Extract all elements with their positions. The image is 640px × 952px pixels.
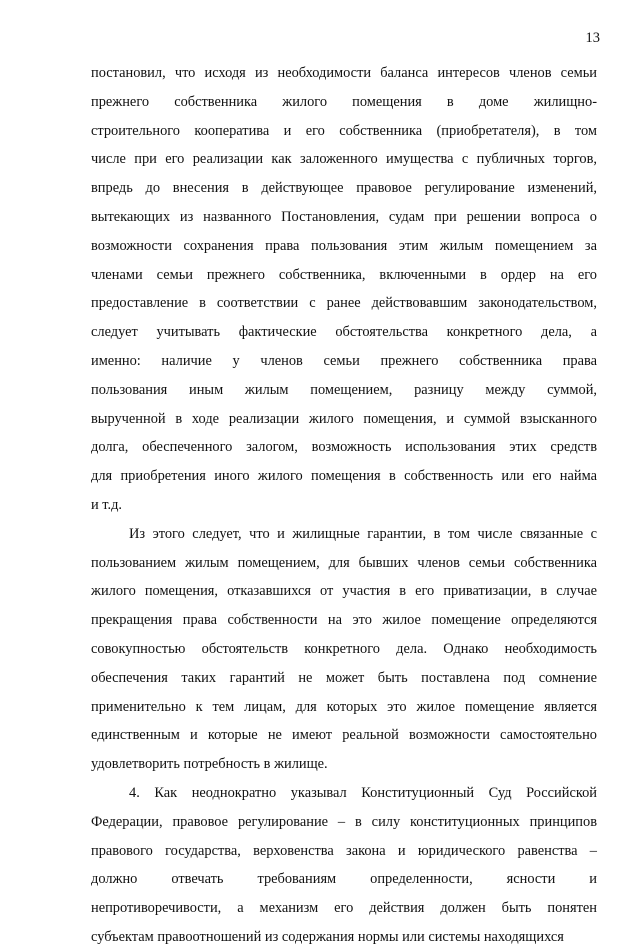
text-line: именно: наличие у членов семьи прежнего собственника права — [91, 352, 597, 369]
text-line: для приобретения иного жилого помещения в собственность или его найма — [91, 468, 597, 485]
text-line: субъектам правоотношений из содержания нормы или системы находящихся — [91, 928, 564, 945]
text-line: вырученной в ходе реализации жилого помещения, и суммой взысканного — [91, 410, 597, 427]
text-line: строительного кооператива и его собственника (приобретателя), в том — [91, 122, 597, 139]
text-line: прекращения права собственности на это жилое помещение определяются — [91, 612, 597, 629]
text-line: жилого помещения, отказавшихся от участия в его приватизации, в случае — [91, 583, 597, 600]
text-line: членами семьи прежнего собственника, включенными в ордер на его — [91, 266, 597, 283]
text-line: удовлетворить потребность в жилище. — [91, 756, 328, 773]
text-line: обеспечения таких гарантий не может быть поставлена под сомнение — [91, 669, 597, 686]
text-line: пользованием жилым помещением, для бывших членов семьи собственника — [91, 554, 597, 571]
document-body — [91, 59, 597, 952]
text-line: Из этого следует, что и жилищные гарантии, в том числе связанные с — [129, 525, 597, 542]
text-line: возможности сохранения права пользования этим жилым помещением за — [91, 237, 597, 254]
text-line: вытекающих из названного Постановления, судам при решении вопроса о — [91, 208, 597, 225]
text-line: следует учитывать фактические обстоятельства конкретного дела, а — [91, 324, 597, 341]
text-line: пользования иным жилым помещением, разницу между суммой, — [91, 381, 597, 398]
text-line: непротиворечивости, а механизм его действия должен быть понятен — [91, 900, 597, 917]
page-number: 13 — [585, 30, 600, 46]
text-line: Федерации, правовое регулирование – в силу конституционных принципов — [91, 813, 597, 830]
text-line: применительно к тем лицам, для которых это жилое помещение является — [91, 698, 597, 715]
text-line: прежнего собственника жилого помещения в доме жилищно- — [91, 93, 597, 110]
text-line: и т.д. — [91, 496, 123, 513]
text-line: единственным и которые не имеют реальной возможности самостоятельно — [91, 727, 597, 744]
text-line: 4. Как неоднократно указывал Конституционный Суд Российской — [129, 784, 597, 801]
text-line: впредь до внесения в действующее правовое регулирование изменений, — [91, 180, 597, 197]
text-line: долга, обеспеченного залогом, возможность использования этих средств — [91, 439, 597, 456]
text-line: совокупностью обстоятельств конкретного дела. Однако необходимость — [91, 640, 597, 657]
text-line: числе при его реализации как заложенного имущества с публичных торгов, — [91, 151, 597, 168]
text-line: предоставление в соответствии с ранее действовавшим законодательством, — [91, 295, 597, 312]
paragraph — [91, 520, 597, 779]
paragraph — [91, 59, 597, 520]
text-line: должно отвечать требованиям определенности, ясности и — [91, 871, 597, 888]
paragraph — [91, 779, 597, 952]
text-line: правового государства, верховенства закона и юридического равенства – — [91, 842, 597, 859]
text-line: постановил, что исходя из необходимости баланса интересов членов семьи — [91, 65, 597, 81]
